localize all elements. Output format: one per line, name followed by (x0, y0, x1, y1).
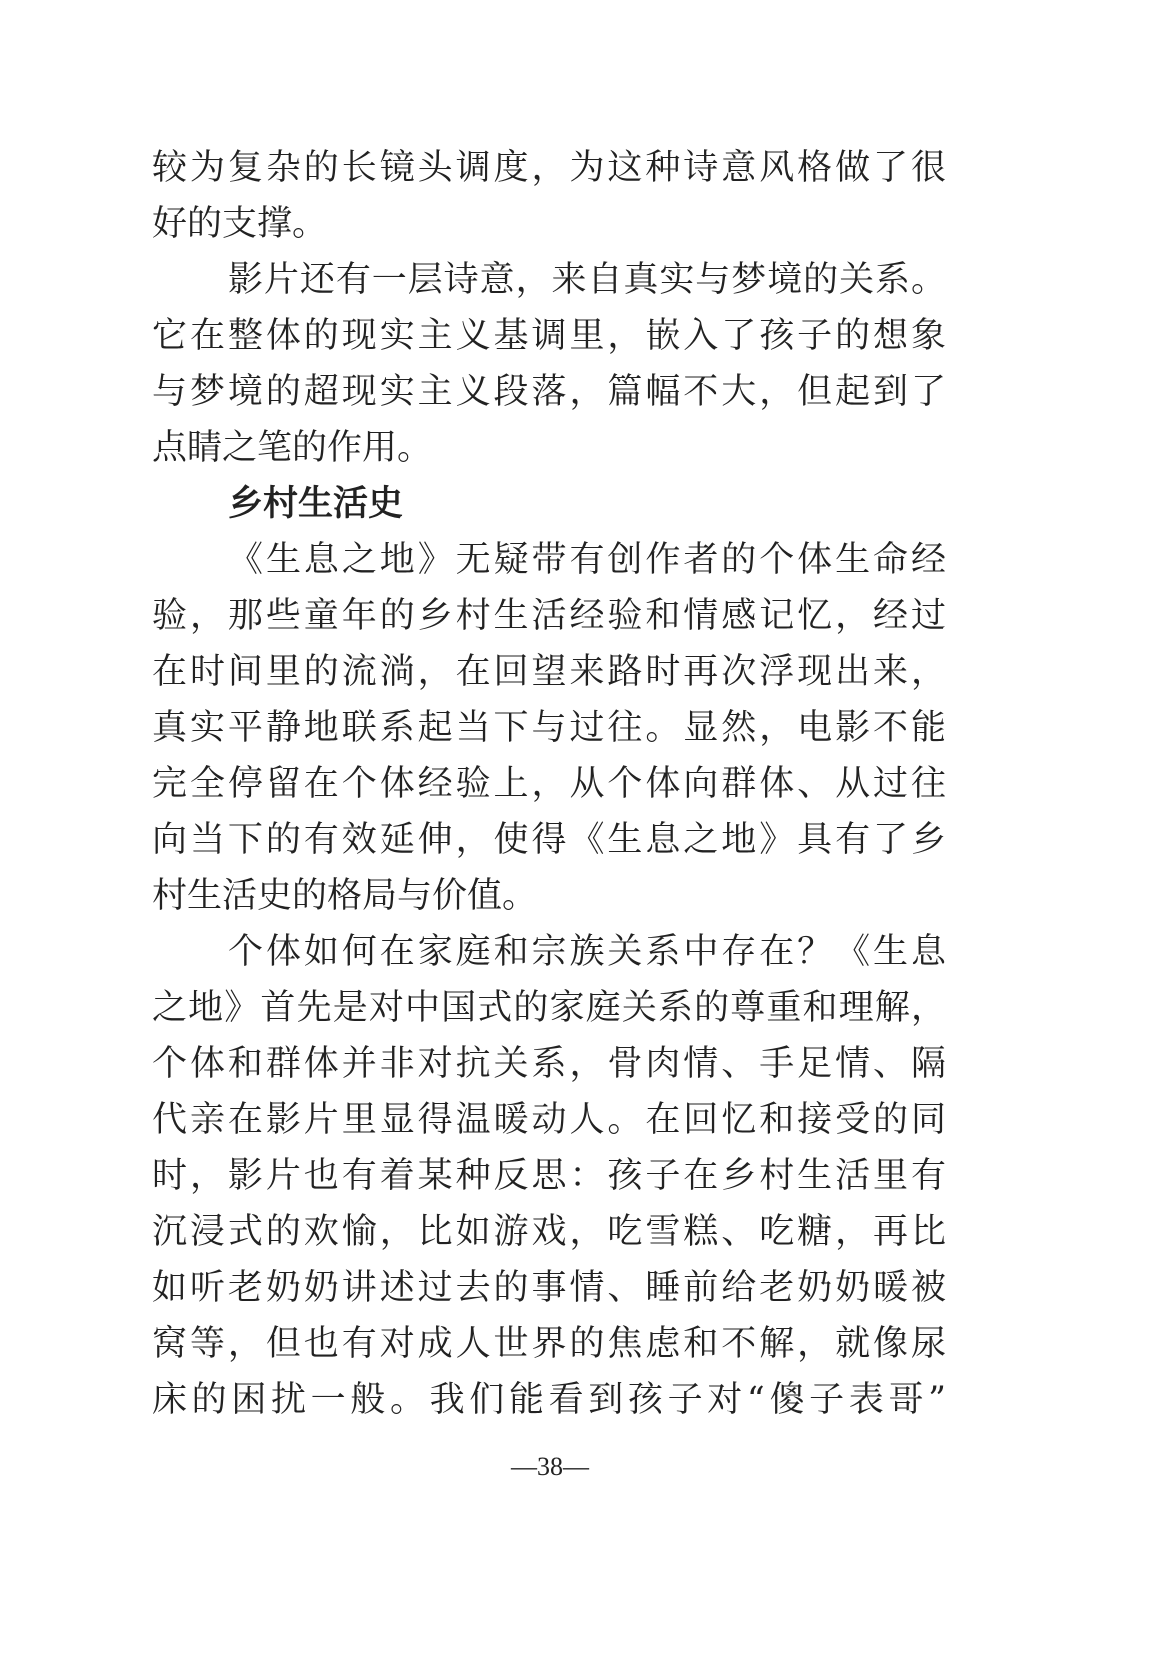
text-line: 与梦境的超现实主义段落，篇幅不大，但起到了 (152, 372, 946, 412)
text-line: 之地》首先是对中国式的家庭关系的尊重和理解， (152, 988, 946, 1028)
document-body (152, 140, 946, 1428)
text-line: 较为复杂的长镜头调度，为这种诗意风格做了很 (152, 148, 946, 188)
text-line: 影片还有一层诗意，来自真实与梦境的关系。 (228, 260, 946, 300)
paragraph (152, 252, 946, 476)
text-line: 床的困扰一般。我们能看到孩子对“傻子表哥” (152, 1380, 946, 1420)
text-line: 村生活史的格局与价值。 (152, 876, 538, 916)
text-line: 它在整体的现实主义基调里，嵌入了孩子的想象 (152, 316, 946, 356)
text-line: 个体和群体并非对抗关系，骨肉情、手足情、隔 (152, 1044, 946, 1084)
text-line: 如听老奶奶讲述过去的事情、睡前给老奶奶暖被 (152, 1268, 946, 1308)
page-number: —38— (511, 1452, 589, 1481)
paragraph (152, 140, 946, 252)
text-line: 代亲在影片里显得温暖动人。在回忆和接受的同 (152, 1100, 946, 1140)
text-line: 完全停留在个体经验上，从个体向群体、从过往 (152, 764, 946, 804)
text-line: 向当下的有效延伸，使得《生息之地》具有了乡 (152, 820, 946, 860)
paragraph (152, 924, 946, 1428)
text-line: 《生息之地》无疑带有创作者的个体生命经 (228, 540, 946, 580)
paragraph (152, 532, 946, 924)
text-line: 好的支撑。 (152, 204, 328, 244)
section-heading: 乡村生活史 (228, 484, 404, 524)
text-line: 窝等，但也有对成人世界的焦虑和不解，就像尿 (152, 1324, 946, 1364)
text-line: 时，影片也有着某种反思：孩子在乡村生活里有 (152, 1156, 946, 1196)
text-line: 在时间里的流淌，在回望来路时再次浮现出来， (152, 652, 946, 692)
text-line: 验，那些童年的乡村生活经验和情感记忆，经过 (152, 596, 946, 636)
text-line: 个体如何在家庭和宗族关系中存在？《生息 (228, 932, 946, 972)
text-line: 真实平静地联系起当下与过往。显然，电影不能 (152, 708, 946, 748)
text-line: 点睛之笔的作用。 (152, 428, 433, 468)
text-line: 沉浸式的欢愉，比如游戏，吃雪糕、吃糖，再比 (152, 1212, 946, 1252)
